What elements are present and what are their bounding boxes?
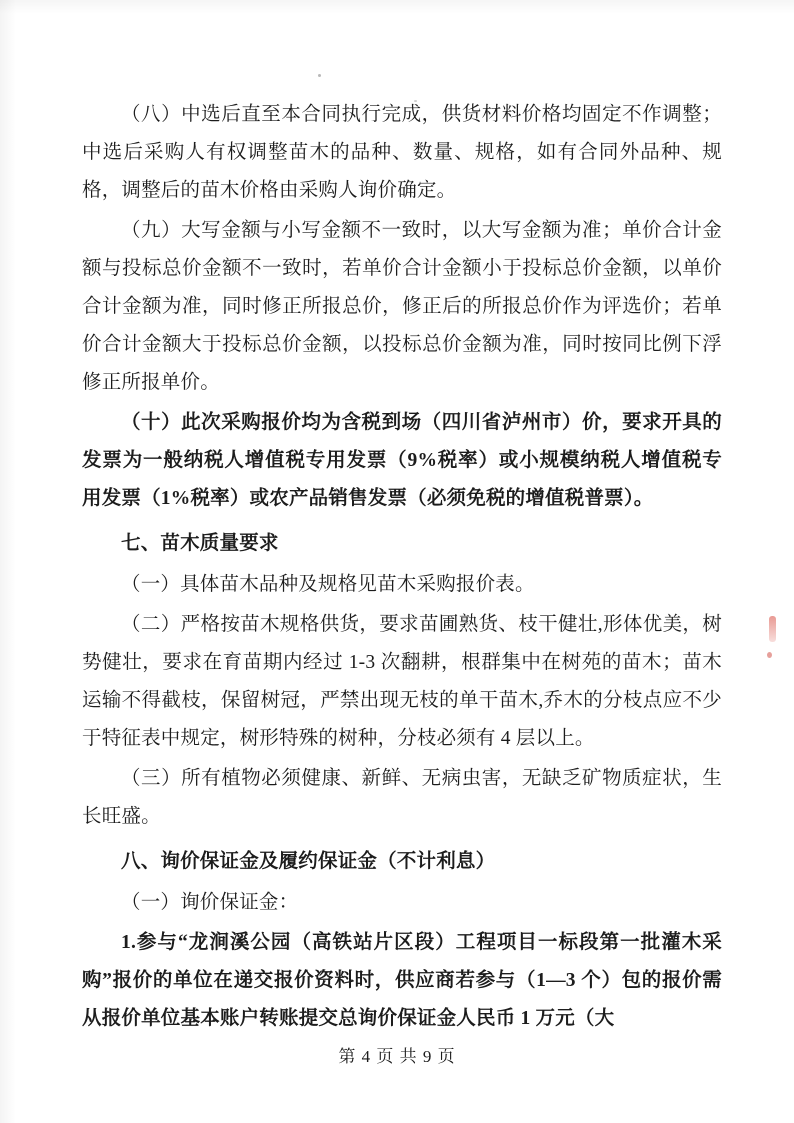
paragraph-quality-1: （一）具体苗木品种及规格见苗木采购报价表。 [121,574,535,595]
document-body [82,96,722,1038]
scan-edge-shadow-top [0,0,794,14]
red-margin-dot-icon [767,652,772,658]
paragraph-clause-10: （十）此次采购报价均为含税到场（四川省泸州市）价，要求开具的发票为一般纳税人增值税专用发票（9%税率）或小规模纳税人增值税专用发票（1%税率）或农产品销售发票（必须免税的增值税普票）。 [82,412,722,509]
scan-edge-shadow-left [0,0,16,1123]
paragraph-deposit-1: （一）询价保证金： [121,892,299,913]
section-heading-seven: 七、苗木质量要求 [121,533,279,554]
red-margin-mark-icon [769,616,776,642]
paragraph-quality-2: （二）严格按苗木规格供货，要求苗圃熟货、枝干健壮,形体优美，树势健壮，要求在育苗期内经过 1-3 次翻耕，根群集中在树苑的苗木；苗木运输不得截枝，保留树冠，严禁出现无枝的单干苗木,乔木的分枝点应不少于特征表中规定，树形特殊的树种，分枝必须有 4 层以上。 [82,614,722,749]
paragraph-quality-3: （三）所有植物必须健康、新鲜、无病虫害，无缺乏矿物质症状，生长旺盛。 [82,768,722,827]
page-footer: 第 4 页 共 9 页 [338,1047,456,1066]
paragraph-clause-8: （八）中选后直至本合同执行完成，供货材料价格均固定不作调整；中选后采购人有权调整苗木的品种、数量、规格，如有合同外品种、规格，调整后的苗木价格由采购人询价确定。 [82,104,722,201]
paragraph-clause-9: （九）大写金额与小写金额不一致时，以大写金额为准；单价合计金额与投标总价金额不一致时，若单价合计金额小于投标总价金额，以单价合计金额为准，同时修正所报总价，修正后的所报总价作为评选价；若单价合计金额大于投标总价金额，以投标总价金额为准，同时按同比例下浮修正所报单价。 [82,220,722,393]
scan-speck-icon [318,74,321,77]
section-heading-eight: 八、询价保证金及履约保证金（不计利息） [121,851,496,872]
paragraph-deposit-2: 1.参与“龙涧溪公园（高铁站片区段）工程项目一标段第一批灌木采购”报价的单位在递交报价资料时，供应商若参与（1—3 个）包的报价需从报价单位基本账户转账提交总询价保证金人民币 1 万元（大 [82,932,722,1029]
